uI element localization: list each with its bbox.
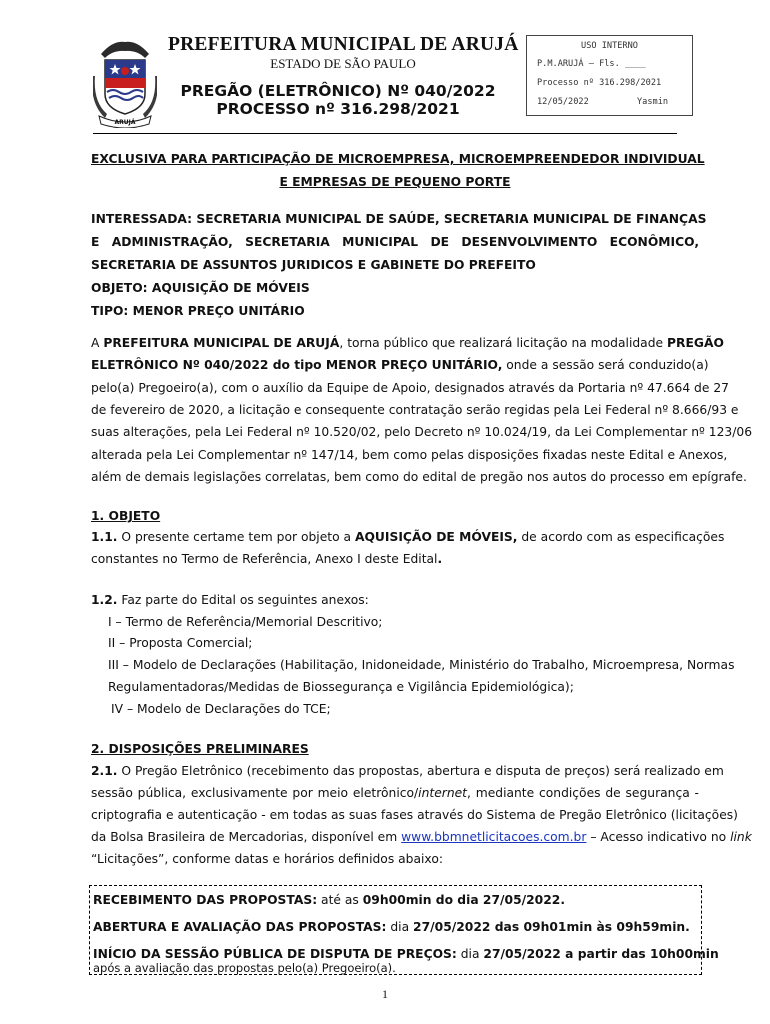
intro-line3: pelo(a) Pregoeiro(a), com o auxílio da Equipe de Apoio, designados através da Portaria nº 47.664 de 27 (91, 381, 729, 395)
crest-banner-text: ARUJÁ (114, 119, 136, 126)
page-number: 1 (382, 987, 388, 1001)
stamp-date: 12/05/2022 (537, 97, 589, 107)
section2-line1: 2.1. O Pregão Eletrônico (recebimento das propostas, abertura e disputa de preços) será realizado em (91, 764, 724, 778)
annex-item: I – Termo de Referência/Memorial Descritivo; (108, 615, 383, 629)
schedule-session-note: após a avaliação das propostas pelo(a) Pregoeiro(a). (93, 961, 396, 975)
section2-title: 2. DISPOSIÇÕES PRELIMINARES (91, 742, 309, 756)
interessada-line1: INTERESSADA: SECRETARIA MUNICIPAL DE SAÚDE, SECRETARIA MUNICIPAL DE FINANÇAS (91, 212, 707, 226)
objeto-line: OBJETO: AQUISIÇÃO DE MÓVEIS (91, 281, 310, 295)
intro-line7: além de demais legislações correlatas, bem como do edital de pregão nos autos do processo em epígrafe. (91, 470, 747, 484)
exclusivity-heading-line1: EXCLUSIVA PARA PARTICIPAÇÃO DE MICROEMPRESA, MICROEMPREENDEDOR INDIVIDUAL (91, 152, 705, 166)
municipal-crest-logo (93, 36, 157, 128)
intro-line6: alterada pela Lei Complementar nº 147/14, bem como pelas disposições fixadas neste Edital e Anexos, (91, 448, 728, 462)
bbmnet-link[interactable]: www.bbmnetlicitacoes.com.br (401, 830, 587, 844)
section2-line3: criptografia e autenticação - em todas as suas fases através do Sistema de Pregão Eletrônico (licitações) (91, 808, 738, 822)
municipality-title: PREFEITURA MUNICIPAL DE ARUJÁ (168, 34, 519, 55)
section1-p2: 1.2. Faz parte do Edital os seguintes anexos: (91, 593, 369, 607)
interessada-line2: E ADMINISTRAÇÃO, SECRETARIA MUNICIPAL DE DESENVOLVIMENTO ECONÔMICO, (91, 235, 699, 249)
section2-line2: sessão pública, exclusivamente por meio eletrônico/internet, mediante condições de segurança - (91, 786, 699, 800)
state-name: ESTADO DE SÃO PAULO (270, 56, 416, 71)
header-divider (93, 133, 677, 134)
stamp-title: USO INTERNO (581, 41, 638, 51)
intro-line1: A PREFEITURA MUNICIPAL DE ARUJÁ, torna público que realizará licitação na modalidade PREGÃO (91, 336, 724, 350)
process-number: PROCESSO nº 316.298/2021 (216, 100, 460, 118)
intro-line4: de fevereiro de 2020, a licitação e consequente contratação serão regidas pela Lei Federal nº 8.666/93 e (91, 403, 739, 417)
section2-line4: da Bolsa Brasileira de Mercadorias, disponível em www.bbmnetlicitacoes.com.br – Acesso indicativo no link (91, 830, 752, 844)
stamp-name: Yasmin (637, 97, 669, 107)
tipo-line: TIPO: MENOR PREÇO UNITÁRIO (91, 304, 305, 318)
stamp-process: Processo nº 316.298/2021 (537, 78, 662, 88)
schedule-session: INÍCIO DA SESSÃO PÚBLICA DE DISPUTA DE PREÇOS: dia 27/05/2022 a partir das 10h00min (93, 947, 719, 961)
annex-item: IV – Modelo de Declarações do TCE; (111, 702, 331, 716)
exclusivity-heading-line2: E EMPRESAS DE PEQUENO PORTE (279, 175, 511, 189)
section1-p1-line2: constantes no Termo de Referência, Anexo I deste Edital. (91, 552, 443, 566)
annex-item: II – Proposta Comercial; (108, 636, 253, 650)
internal-use-stamp (526, 35, 693, 116)
annex-item: Regulamentadoras/Medidas de Biossegurança e Vigilância Epidemiológica); (108, 680, 574, 694)
schedule-opening: ABERTURA E AVALIAÇÃO DAS PROPOSTAS: dia 27/05/2022 das 09h01min às 09h59min. (93, 920, 690, 934)
section1-title: 1. OBJETO (91, 509, 161, 523)
intro-line5: suas alterações, pela Lei Federal nº 10.520/02, pelo Decreto nº 10.024/19, da Lei Complementar nº 123/06 (91, 425, 753, 439)
intro-line2: ELETRÔNICO Nº 040/2022 do tipo MENOR PREÇO UNITÁRIO, onde a sessão será conduzido(a) (91, 358, 709, 372)
schedule-receipt: RECEBIMENTO DAS PROPOSTAS: até as 09h00min do dia 27/05/2022. (93, 893, 566, 907)
section1-p1-line1: 1.1. O presente certame tem por objeto a AQUISIÇÃO DE MÓVEIS, de acordo com as especificações (91, 530, 725, 544)
pregao-number: PREGÃO (ELETRÔNICO) Nº 040/2022 (180, 82, 496, 100)
annex-item: III – Modelo de Declarações (Habilitação, Inidoneidade, Ministério do Trabalho, Microempresa, Normas (108, 658, 735, 672)
section2-line5: “Licitações”, conforme datas e horários definidos abaixo: (91, 852, 443, 866)
stamp-fls: P.M.ARUJÁ – Fls. ____ (537, 59, 646, 69)
interessada-line3: SECRETARIA DE ASSUNTOS JURIDICOS E GABINETE DO PREFEITO (91, 258, 536, 272)
